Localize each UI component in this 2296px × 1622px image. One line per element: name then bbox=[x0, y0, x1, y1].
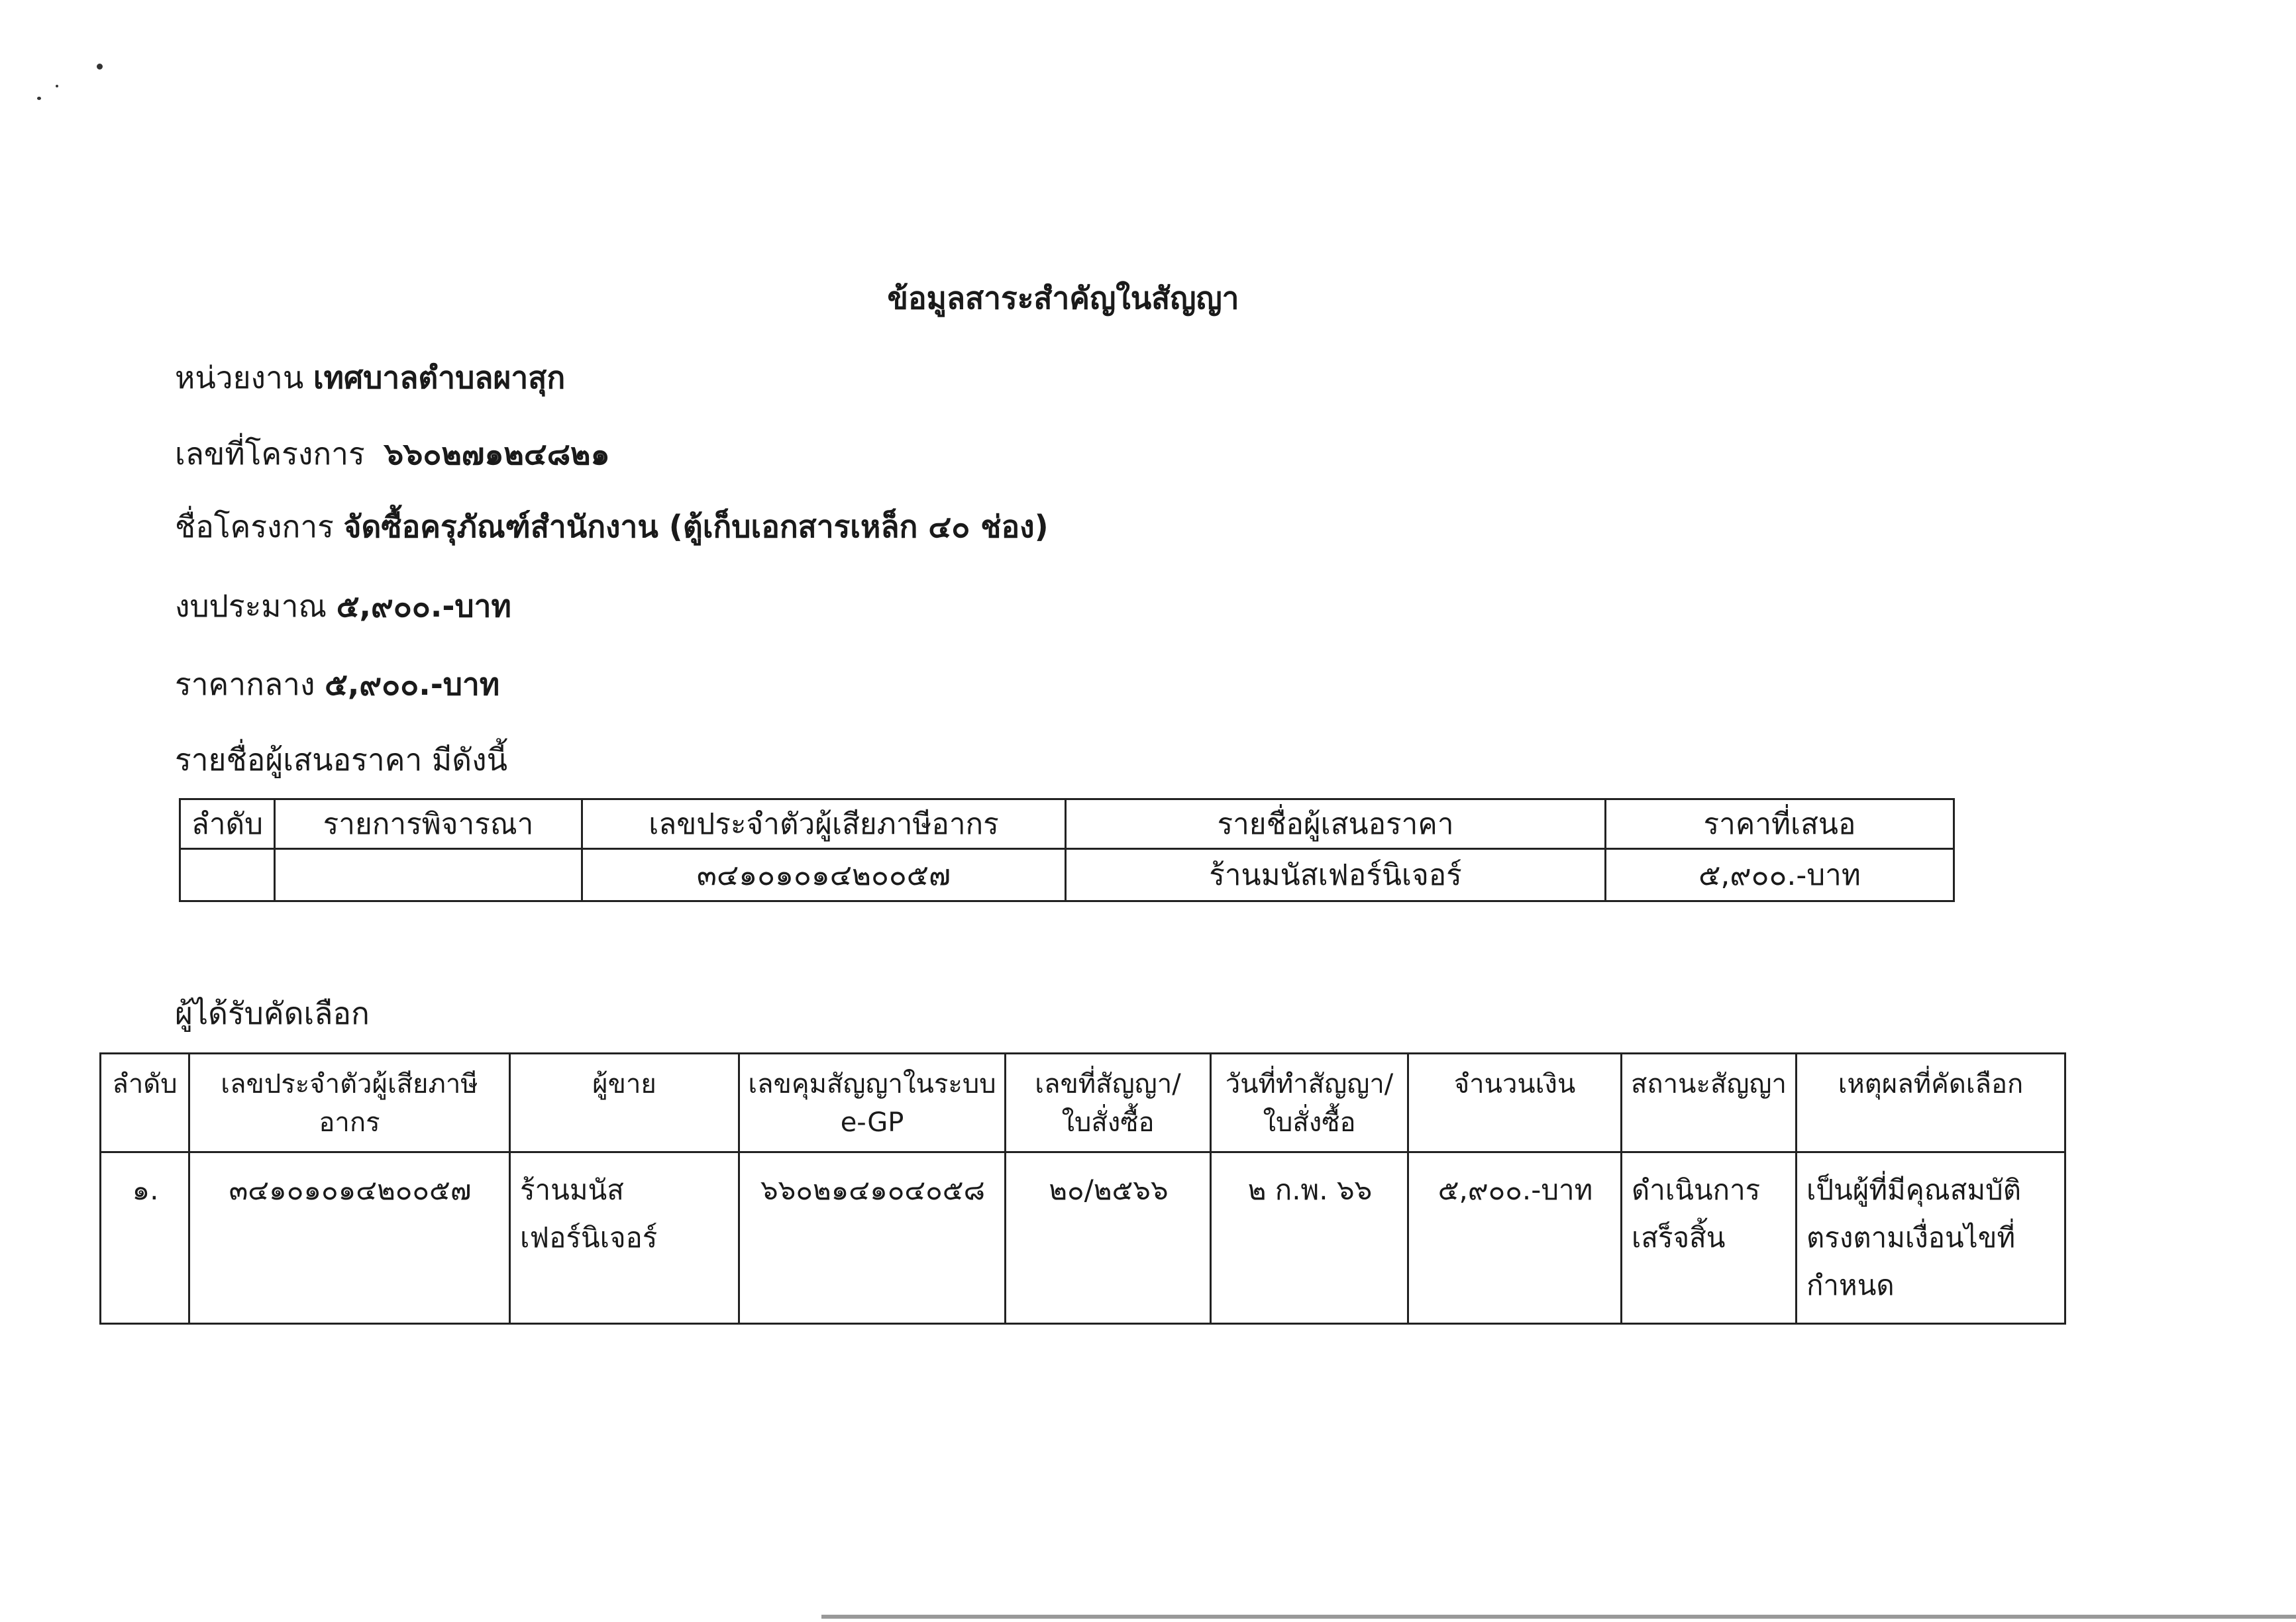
header-cell: สถานะสัญญา bbox=[1622, 1054, 1797, 1152]
agency-line bbox=[175, 354, 565, 401]
selected-heading: ผู้ได้รับคัดเลือก bbox=[175, 995, 370, 1031]
seller-cell: ร้านมนัส เฟอร์นิเจอร์ bbox=[510, 1152, 739, 1324]
contract-number-cell: ๒๐/๒๕๖๖ bbox=[1006, 1152, 1211, 1324]
agency-value: เทศบาลตำบลผาสุก bbox=[313, 360, 566, 395]
header-cell: เลขที่สัญญา/ ใบสั่งซื้อ bbox=[1006, 1054, 1211, 1152]
project-name-label: ชื่อโครงการ bbox=[175, 509, 334, 544]
agency-label: หน่วยงาน bbox=[175, 360, 304, 395]
scan-speck bbox=[97, 64, 103, 70]
tax-id-cell: ๓๔๑๐๑๐๑๔๒๐๐๕๗ bbox=[189, 1152, 510, 1324]
budget-label: งบประมาณ bbox=[175, 588, 327, 624]
header-cell: ราคาที่เสนอ bbox=[1606, 799, 1954, 849]
contract-date-cell: ๒ ก.พ. ๖๖ bbox=[1211, 1152, 1408, 1324]
header-cell: จำนวนเงิน bbox=[1408, 1054, 1622, 1152]
selection-reason-cell: เป็นผู้ที่มีคุณสมบัติ ตรงตามเงื่อนไขที่ กำหนด bbox=[1797, 1152, 2065, 1324]
project-number-value: ๖๖๐๒๗๑๒๔๘๒๑ bbox=[384, 436, 610, 472]
header-cell: ลำดับ bbox=[180, 799, 275, 849]
budget-value: ๕,๙๐๐.-บาท bbox=[336, 588, 511, 624]
table-row bbox=[180, 849, 1954, 901]
row-number-cell bbox=[180, 849, 275, 901]
median-price-line bbox=[175, 661, 499, 707]
tax-id-cell: ๓๔๑๐๑๐๑๔๒๐๐๕๗ bbox=[582, 849, 1066, 901]
contract-status-cell: ดำเนินการ เสร็จสิ้น bbox=[1622, 1152, 1797, 1324]
table-row bbox=[101, 1152, 2065, 1324]
header-cell: วันที่ทำสัญญา/ ใบสั่งซื้อ bbox=[1211, 1054, 1408, 1152]
header-cell: ลำดับ bbox=[101, 1054, 189, 1152]
project-number-label: เลขที่โครงการ bbox=[175, 436, 365, 472]
selected-vendor-table bbox=[99, 1052, 2066, 1325]
header-cell: เลขคุมสัญญาในระบบ e-GP bbox=[739, 1054, 1006, 1152]
document-title: ข้อมูลสาระสำคัญในสัญญา bbox=[887, 280, 1239, 316]
header-cell: รายชื่อผู้เสนอราคา bbox=[1066, 799, 1606, 849]
item-cell bbox=[275, 849, 582, 901]
header-cell: เลขประจำตัวผู้เสียภาษีอากร bbox=[189, 1054, 510, 1152]
project-number-line bbox=[175, 431, 610, 477]
header-cell: ผู้ขาย bbox=[510, 1054, 739, 1152]
table-header-row bbox=[101, 1054, 2065, 1152]
scan-speck bbox=[37, 97, 41, 100]
bidder-name-cell: ร้านมนัสเฟอร์นิเจอร์ bbox=[1066, 849, 1606, 901]
table-header-row bbox=[180, 799, 1954, 849]
egp-control-number-cell: ๖๖๐๒๑๔๑๐๔๐๕๘ bbox=[739, 1152, 1006, 1324]
header-cell: เหตุผลที่คัดเลือก bbox=[1797, 1054, 2065, 1152]
bidders-table bbox=[179, 798, 1955, 902]
scan-speck bbox=[56, 85, 58, 87]
bidders-heading: รายชื่อผู้เสนอราคา มีดังนี้ bbox=[175, 742, 508, 778]
median-price-value: ๕,๙๐๐.-บาท bbox=[325, 666, 500, 702]
scan-edge-line bbox=[821, 1615, 2296, 1619]
offered-price-cell: ๕,๙๐๐.-บาท bbox=[1606, 849, 1954, 901]
project-name-line bbox=[175, 503, 1049, 550]
header-cell: เลขประจำตัวผู้เสียภาษีอากร bbox=[582, 799, 1066, 849]
header-cell: รายการพิจารณา bbox=[275, 799, 582, 849]
median-price-label: ราคากลาง bbox=[175, 666, 315, 702]
amount-cell: ๕,๙๐๐.-บาท bbox=[1408, 1152, 1622, 1324]
row-number-cell: ๑. bbox=[101, 1152, 189, 1324]
budget-line bbox=[175, 583, 511, 629]
project-name-value: จัดซื้อครุภัณฑ์สำนักงาน (ตู้เก็บเอกสารเหล็ก ๔๐ ช่อง) bbox=[343, 509, 1049, 544]
